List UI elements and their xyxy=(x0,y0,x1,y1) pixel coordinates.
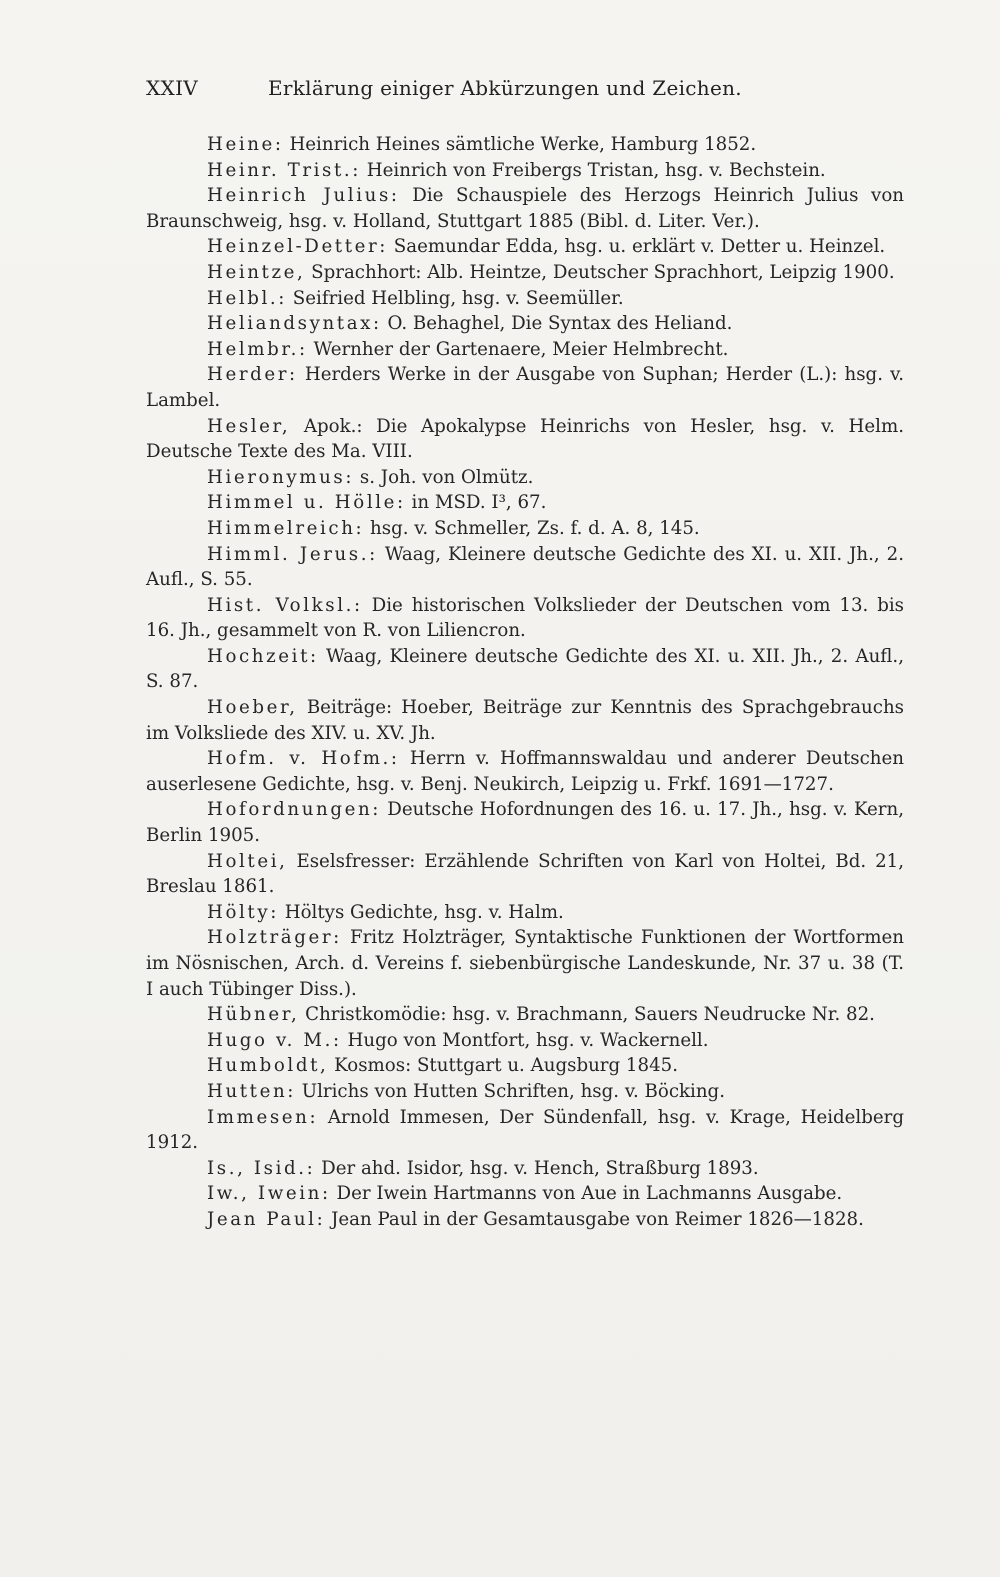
entry-text: Arnold Immesen, Der Sündenfall, hsg. v. Krage, Heidelberg 1912. xyxy=(146,1106,904,1154)
entry-text: Wernher der Gartenaere, Meier Helmbrecht. xyxy=(307,338,729,360)
entry xyxy=(146,260,904,286)
entry-term: Jean Paul: xyxy=(207,1208,326,1230)
entry-term: Himmel u. Hölle: xyxy=(207,492,406,514)
entry-term: Heinr. Trist.: xyxy=(207,159,362,181)
entry-text: Der Iwein Hartmanns von Aue in Lachmanns Ausgabe. xyxy=(330,1183,843,1205)
entry xyxy=(146,1053,904,1079)
entry-term: Hofm. v. Hofm.: xyxy=(207,748,400,770)
entry-text: Die Schauspiele des Herzogs Heinrich Julius von Braunschweig, hsg. v. Holland, Stuttgart 1885 (Bibl. d. Liter. Ver.). xyxy=(146,185,904,232)
entry xyxy=(146,414,904,465)
entry-text: Kosmos: Stuttgart u. Augsburg 1845. xyxy=(328,1055,678,1077)
entry-text: Herrn v. Hoffmannswaldau und anderer Deutschen auserlesene Gedichte, hsg. v. Benj. Neukirch, Leipzig u. Frkf. 1691—1727. xyxy=(146,748,904,795)
entry-term: Heliandsyntax: xyxy=(207,313,382,335)
entry-term: Hofordnungen: xyxy=(207,799,382,821)
entry-term: Hugo v. M.: xyxy=(207,1029,342,1051)
entry-text: Christkomödie: hsg. v. Brachmann, Sauers Neudrucke Nr. 82. xyxy=(299,1004,875,1026)
entry xyxy=(146,311,904,337)
entry-term: Hübner, xyxy=(207,1004,300,1026)
entry xyxy=(146,746,904,797)
entry xyxy=(146,1181,904,1207)
entry-text: in MSD. I³, 67. xyxy=(405,492,547,514)
entry-text: Eselsfresser: Erzählende Schriften von Karl von Holtei, Bd. 21, Breslau 1861. xyxy=(146,850,904,898)
entry xyxy=(146,132,904,158)
entry xyxy=(146,542,904,593)
running-title: Erklärung einiger Abkürzungen und Zeichen. xyxy=(268,76,742,100)
entry-term: Hölty: xyxy=(207,901,279,923)
entry-text: hsg. v. Schmeller, Zs. f. d. A. 8, 145. xyxy=(364,517,700,539)
entry xyxy=(146,234,904,260)
entry-term: Himml. Jerus.: xyxy=(207,543,378,565)
entry xyxy=(146,516,904,542)
entry-text: Jean Paul in der Gesamtausgabe von Reimer 1826—1828. xyxy=(325,1208,864,1230)
entry-text: Beiträge: Hoeber, Beiträge zur Kenntnis des Sprachgebrauchs im Volksliede des XIV. u. XV. Jh. xyxy=(146,697,904,744)
entry xyxy=(146,1079,904,1105)
entry-term: Himmelreich: xyxy=(207,517,365,539)
entry xyxy=(146,1207,904,1233)
entry xyxy=(146,362,904,413)
entry-text: Waag, Kleinere deutsche Gedichte des XI. u. XII. Jh., 2. Aufl., S. 87. xyxy=(146,645,904,693)
entry xyxy=(146,465,904,491)
abbreviation-list xyxy=(146,132,904,1233)
entry-text: Ulrichs von Hutten Schriften, hsg. v. Böcking. xyxy=(296,1080,725,1102)
entry-term: Hoeber, xyxy=(207,697,298,719)
entry xyxy=(146,1002,904,1028)
entry xyxy=(146,490,904,516)
entry-text: Höltys Gedichte, hsg. v. Halm. xyxy=(278,901,564,923)
entry-term: Holzträger: xyxy=(207,927,342,949)
entry-text: Die historischen Volkslieder der Deutschen vom 13. bis 16. Jh., gesammelt von R. von Liliencron. xyxy=(146,594,905,642)
entry-text: O. Behaghel, Die Syntax des Heliand. xyxy=(381,313,733,335)
entry-text: Heinrich Heines sämtliche Werke, Hamburg 1852. xyxy=(283,134,757,155)
entry xyxy=(146,797,904,848)
entry-term: Iw., Iwein: xyxy=(207,1183,331,1205)
entry xyxy=(146,1028,904,1054)
entry xyxy=(146,695,904,746)
entry-term: Hist. Volksl.: xyxy=(207,594,363,616)
entry-term: Holtei, xyxy=(207,850,288,872)
entry-text: Saemundar Edda, hsg. u. erklärt v. Detter u. Heinzel. xyxy=(388,236,886,258)
entry-term: Helbl.: xyxy=(207,287,288,309)
entry-text: Heinrich von Freibergs Tristan, hsg. v. Bechstein. xyxy=(361,159,826,181)
entry-text: Herders Werke in der Ausgabe von Suphan; Herder (L.): hsg. v. Lambel. xyxy=(146,364,904,411)
entry-term: Hutten: xyxy=(207,1080,296,1102)
entry xyxy=(146,158,904,184)
entry xyxy=(146,337,904,363)
entry-term: Heinrich Julius: xyxy=(207,185,400,207)
entry-term: Heintze, xyxy=(207,261,306,283)
entry-text: Der ahd. Isidor, hsg. v. Hench, Straßburg 1893. xyxy=(315,1157,759,1179)
entry-text: s. Joh. von Olmütz. xyxy=(354,466,534,488)
entry-term: Heinzel-Detter: xyxy=(207,236,389,258)
entry xyxy=(146,925,904,1002)
page-number: XXIV xyxy=(146,76,199,100)
entry-text: Apok.: Die Apokalypse Heinrichs von Hesler, hsg. v. Helm. Deutsche Texte des Ma. VIII. xyxy=(146,415,904,463)
entry xyxy=(146,1105,904,1156)
entry-term: Herder: xyxy=(207,364,298,386)
entry xyxy=(146,900,904,926)
entry-text: Deutsche Hofordnungen des 16. u. 17. Jh., hsg. v. Kern, Berlin 1905. xyxy=(146,799,904,847)
entry xyxy=(146,849,904,900)
entry-text: Seifried Helbling, hsg. v. Seemüller. xyxy=(287,287,624,309)
entry-term: Heine: xyxy=(207,134,284,155)
entry xyxy=(146,183,904,234)
entry-term: Hieronymus: xyxy=(207,466,355,488)
entry-term: Is., Isid.: xyxy=(207,1157,316,1179)
entry-text: Waag, Kleinere deutsche Gedichte des XI. u. XII. Jh., 2. Aufl., S. 55. xyxy=(146,543,904,591)
entry-term: Humboldt, xyxy=(207,1055,329,1077)
entry xyxy=(146,644,904,695)
entry-text: Hugo von Montfort, hsg. v. Wackernell. xyxy=(341,1029,709,1051)
entry xyxy=(146,1156,904,1182)
running-header xyxy=(146,76,906,100)
entry-term: Hesler, xyxy=(207,415,291,437)
entry-text: Fritz Holzträger, Syntaktische Funktionen der Wortformen im Nösnischen, Arch. d. Vereins f. siebenbürgische Landeskunde, Nr. 37 u. 38 (T. I auch Tübinger Diss.). xyxy=(146,927,904,1000)
entry xyxy=(146,593,904,644)
entry-term: Hochzeit: xyxy=(207,645,319,667)
entry-term: Helmbr.: xyxy=(207,338,308,360)
entry xyxy=(146,286,904,312)
entry-text: Sprachhort: Alb. Heintze, Deutscher Sprachhort, Leipzig 1900. xyxy=(305,261,895,283)
entry-term: Immesen: xyxy=(207,1106,319,1128)
